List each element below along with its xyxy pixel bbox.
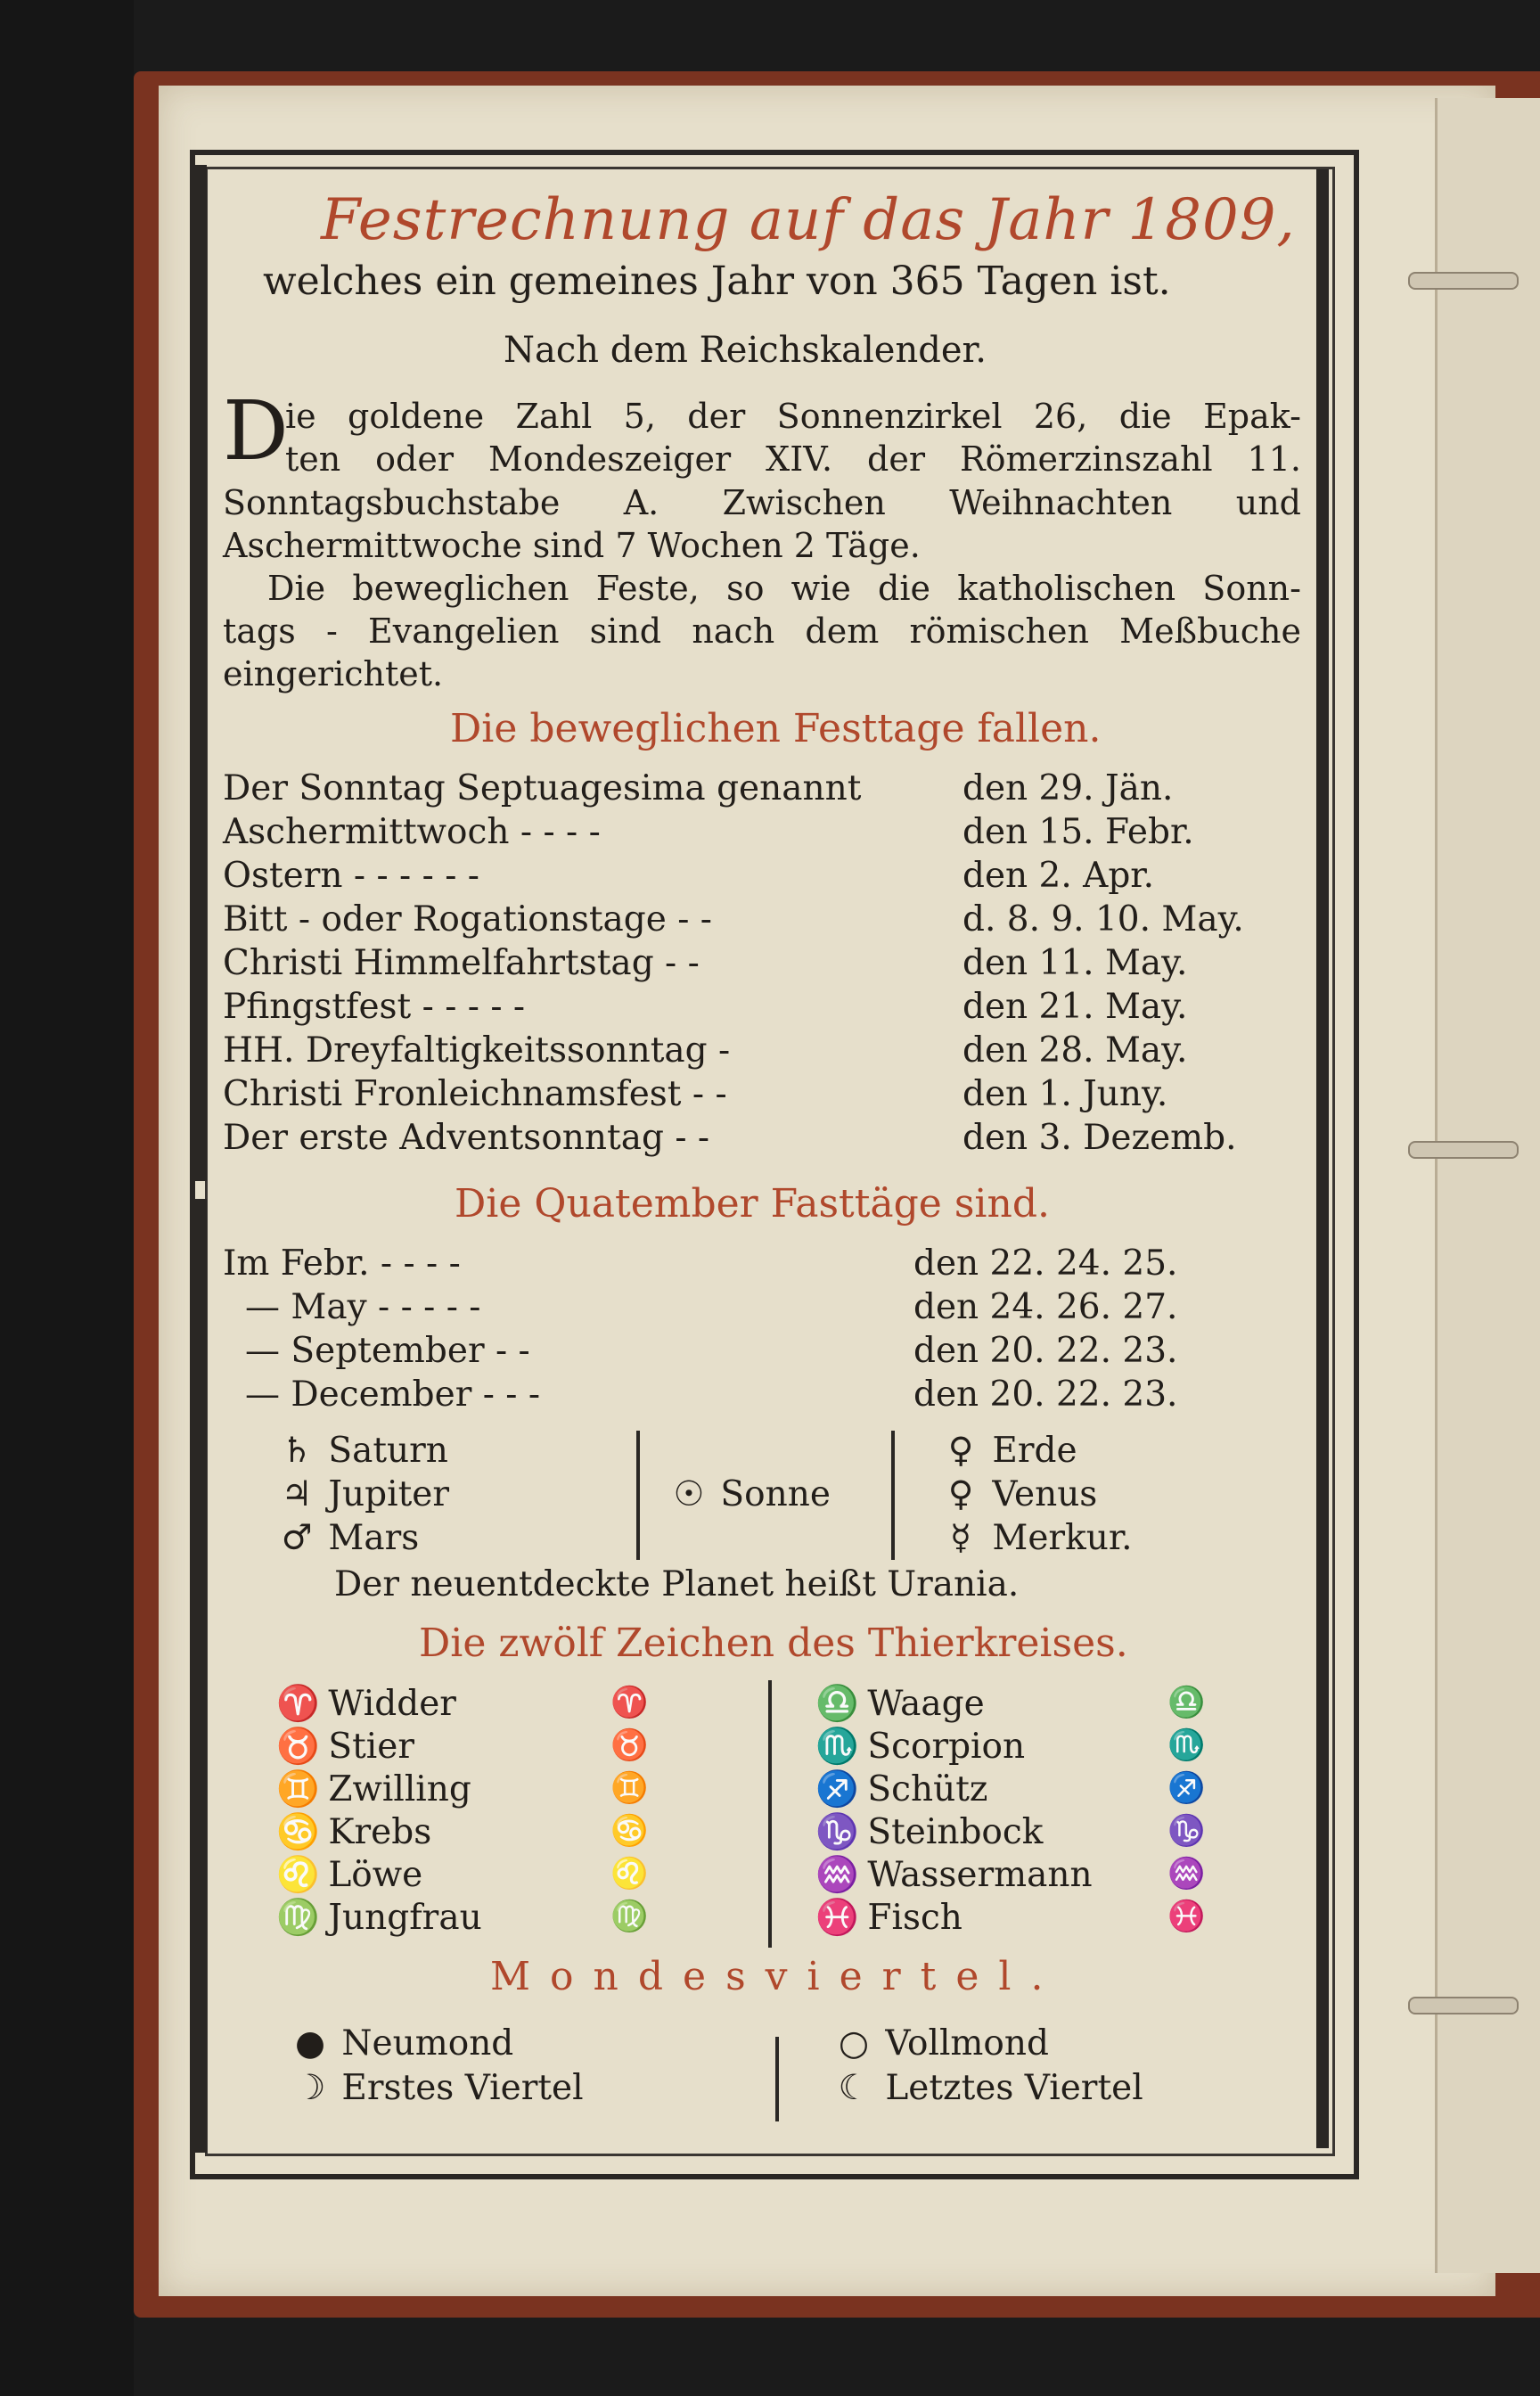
capricorn-icon: ♑ <box>815 1812 859 1852</box>
sun-icon: ☉ <box>673 1474 705 1514</box>
ember-dates: den 22. 24. 25. <box>913 1243 1178 1284</box>
aries-icon: ♈ <box>276 1684 320 1724</box>
zodiac-entry <box>815 1854 1093 1895</box>
full-moon-icon: ○ <box>838 2023 870 2064</box>
zodiac-name: Zwilling <box>328 1769 471 1809</box>
planet-name: Saturn <box>328 1431 448 1471</box>
zodiac-entry <box>276 1683 456 1724</box>
feast-name: Christi Fronleichnamsfest - - <box>223 1074 727 1114</box>
planet-name: Jupiter <box>328 1474 449 1514</box>
crab-figure-icon: ♋ <box>610 1813 649 1849</box>
zodiac-entry <box>276 1768 471 1809</box>
ram-figure-icon: ♈ <box>610 1685 649 1720</box>
urania-note: Der neuentdeckte Planet heißt Urania. <box>334 1564 1020 1604</box>
page-subtitle: welches ein gemeines Jahr von 365 Tagen ist. <box>263 258 1171 304</box>
zodiac-entry <box>276 1726 414 1767</box>
lion-figure-icon: ♌ <box>610 1856 649 1891</box>
feast-date: den 1. Juny. <box>962 1074 1168 1114</box>
ember-month: — September - - <box>245 1331 530 1371</box>
intro-line: ie goldene Zahl 5, der Sonnenzirkel 26, die Epak- <box>285 397 1301 436</box>
ember-month: Im Febr. - - - - <box>223 1243 461 1284</box>
taurus-icon: ♉ <box>276 1727 320 1767</box>
feast-date: den 21. May. <box>962 987 1188 1027</box>
ember-dates: den 24. 26. 27. <box>913 1287 1178 1327</box>
moon-phase-name: Vollmond <box>885 2023 1049 2064</box>
planet-name: Sonne <box>720 1474 831 1514</box>
feast-date: den 28. May. <box>962 1030 1188 1071</box>
zodiac-entry <box>815 1897 962 1938</box>
feast-name: Der erste Adventsonntag - - <box>223 1118 710 1158</box>
feast-name: Bitt - oder Rogationstage - - <box>223 899 712 940</box>
planet-name: Erde <box>992 1431 1077 1471</box>
zodiac-entry <box>815 1726 1025 1767</box>
feast-name: Christi Himmelfahrtstag - - <box>223 943 700 983</box>
scorpio-icon: ♏ <box>815 1727 859 1767</box>
zodiac-entry <box>276 1811 431 1852</box>
planet-name: Venus <box>992 1474 1098 1514</box>
planet-entry <box>940 1431 1077 1471</box>
zodiac-entry <box>276 1897 482 1938</box>
moon-entry <box>833 2023 1049 2064</box>
feast-date: den 2. Apr. <box>962 856 1155 896</box>
twins-figure-icon: ♊ <box>610 1770 649 1806</box>
zodiac-name: Krebs <box>328 1812 432 1852</box>
sagittarius-icon: ♐ <box>815 1769 859 1809</box>
virgo-icon: ♍ <box>276 1898 320 1938</box>
libra-icon: ♎ <box>815 1684 859 1724</box>
feast-date: d. 8. 9. 10. May. <box>962 899 1244 940</box>
new-moon-icon: ● <box>294 2023 326 2064</box>
planet-divider <box>636 1431 640 1560</box>
pisces-icon: ♓ <box>815 1898 859 1938</box>
intro-line: Sonntagsbuchstabe A. Zwischen Weihnachten und <box>223 483 1301 522</box>
calendar-source: Nach dem Reichskalender. <box>504 330 987 371</box>
mars-icon: ♂ <box>281 1518 313 1558</box>
bull-figure-icon: ♉ <box>610 1727 649 1763</box>
zodiac-name: Scorpion <box>867 1727 1026 1767</box>
feast-name: Ostern - - - - - - <box>223 856 479 896</box>
zodiac-entry <box>815 1811 1043 1852</box>
page-border-right <box>1316 169 1329 2148</box>
water-bearer-figure-icon: ♒ <box>1167 1856 1206 1891</box>
first-quarter-icon: ☽ <box>294 2068 326 2108</box>
leo-icon: ♌ <box>276 1855 320 1895</box>
planet-name: Mars <box>328 1518 420 1558</box>
cancer-icon: ♋ <box>276 1812 320 1852</box>
scorpion-figure-icon: ♏ <box>1167 1727 1206 1763</box>
planet-divider <box>891 1431 895 1560</box>
zodiac-name: Steinbock <box>867 1812 1044 1852</box>
binding-stitch <box>1408 1141 1519 1159</box>
aquarius-icon: ♒ <box>815 1855 859 1895</box>
mercury-icon: ☿ <box>950 1518 971 1558</box>
zodiac-divider <box>768 1680 772 1948</box>
zodiac-heading: Die zwölf Zeichen des Thierkreises. <box>419 1621 1128 1666</box>
zodiac-name: Jungfrau <box>328 1898 482 1938</box>
venus-icon: ♀ <box>947 1474 974 1514</box>
goat-figure-icon: ♑ <box>1167 1813 1206 1849</box>
planet-entry <box>276 1431 448 1471</box>
archer-figure-icon: ♐ <box>1167 1770 1206 1806</box>
binding-stitch <box>1408 272 1519 290</box>
scales-figure-icon: ♎ <box>1167 1685 1206 1720</box>
moon-phases-heading: Mondesviertel. <box>490 1954 1063 1999</box>
feast-name: HH. Dreyfaltigkeitssonntag - <box>223 1030 731 1071</box>
jupiter-icon: ♃ <box>281 1474 313 1514</box>
feast-name: Der Sonntag Septuagesima genannt <box>223 768 862 808</box>
feast-date: den 11. May. <box>962 943 1188 983</box>
last-quarter-icon: ☾ <box>838 2068 870 2108</box>
planet-name: Merkur. <box>992 1518 1133 1558</box>
planet-entry <box>668 1474 831 1514</box>
saturn-icon: ♄ <box>281 1431 313 1471</box>
drop-cap: D <box>223 383 289 479</box>
ember-dates: den 20. 22. 23. <box>913 1374 1178 1415</box>
fish-figure-icon: ♓ <box>1167 1899 1206 1934</box>
zodiac-name: Widder <box>328 1684 456 1724</box>
planet-entry <box>276 1518 419 1558</box>
binding-stitch <box>1408 1997 1519 2014</box>
ember-month: — December - - - <box>245 1374 541 1415</box>
ember-days-heading: Die Quatember Fasttäge sind. <box>455 1181 1050 1227</box>
feast-name: Pfingstfest - - - - - <box>223 987 526 1027</box>
intro-line: Aschermittwoche sind 7 Wochen 2 Täge. <box>223 526 921 565</box>
feast-date: den 29. Jän. <box>962 768 1174 808</box>
feast-name: Aschermittwoch - - - - <box>223 812 601 852</box>
moon-phase-name: Letztes Viertel <box>885 2068 1143 2108</box>
movable-feasts-heading: Die beweglichen Festtage fallen. <box>450 706 1102 751</box>
page-content <box>223 187 1306 2130</box>
zodiac-name: Löwe <box>328 1855 423 1895</box>
zodiac-name: Waage <box>867 1684 985 1724</box>
planet-entry <box>276 1474 449 1514</box>
ember-month: — May - - - - - <box>245 1287 481 1327</box>
zodiac-name: Wassermann <box>867 1855 1093 1895</box>
page-border-left-lower <box>194 1199 207 2153</box>
intro-line: Die beweglichen Feste, so wie die katholischen Sonn- <box>267 569 1301 608</box>
earth-icon: ♀ <box>947 1431 974 1471</box>
intro-line: tags - Evangelien sind nach dem römischen Meßbuche <box>223 611 1301 651</box>
ember-dates: den 20. 22. 23. <box>913 1331 1178 1371</box>
moon-phase-name: Erstes Viertel <box>341 2068 584 2108</box>
planet-entry <box>940 1474 1097 1514</box>
zodiac-name: Stier <box>328 1727 414 1767</box>
intro-line: eingerichtet. <box>223 654 444 693</box>
intro-line: ten oder Mondeszeiger XIV. der Römerzinszahl 11. <box>285 439 1301 479</box>
maiden-figure-icon: ♍ <box>610 1899 649 1934</box>
zodiac-entry <box>276 1854 422 1895</box>
zodiac-entry <box>815 1683 985 1724</box>
zodiac-name: Schütz <box>867 1769 988 1809</box>
moon-entry <box>290 2023 513 2064</box>
facing-page-edge <box>1435 98 1540 2273</box>
page-border-left <box>194 165 207 1181</box>
page-title: Festrechnung auf das Jahr 1809, <box>321 187 1296 253</box>
moon-phase-name: Neumond <box>341 2023 514 2064</box>
moon-entry <box>290 2068 584 2108</box>
moon-entry <box>833 2068 1143 2108</box>
zodiac-entry <box>815 1768 987 1809</box>
feast-date: den 15. Febr. <box>962 812 1194 852</box>
moon-divider <box>775 2037 779 2121</box>
planet-entry <box>940 1518 1133 1558</box>
zodiac-name: Fisch <box>867 1898 962 1938</box>
dark-background <box>0 0 134 2396</box>
feast-date: den 3. Dezemb. <box>962 1118 1237 1158</box>
gemini-icon: ♊ <box>276 1769 320 1809</box>
